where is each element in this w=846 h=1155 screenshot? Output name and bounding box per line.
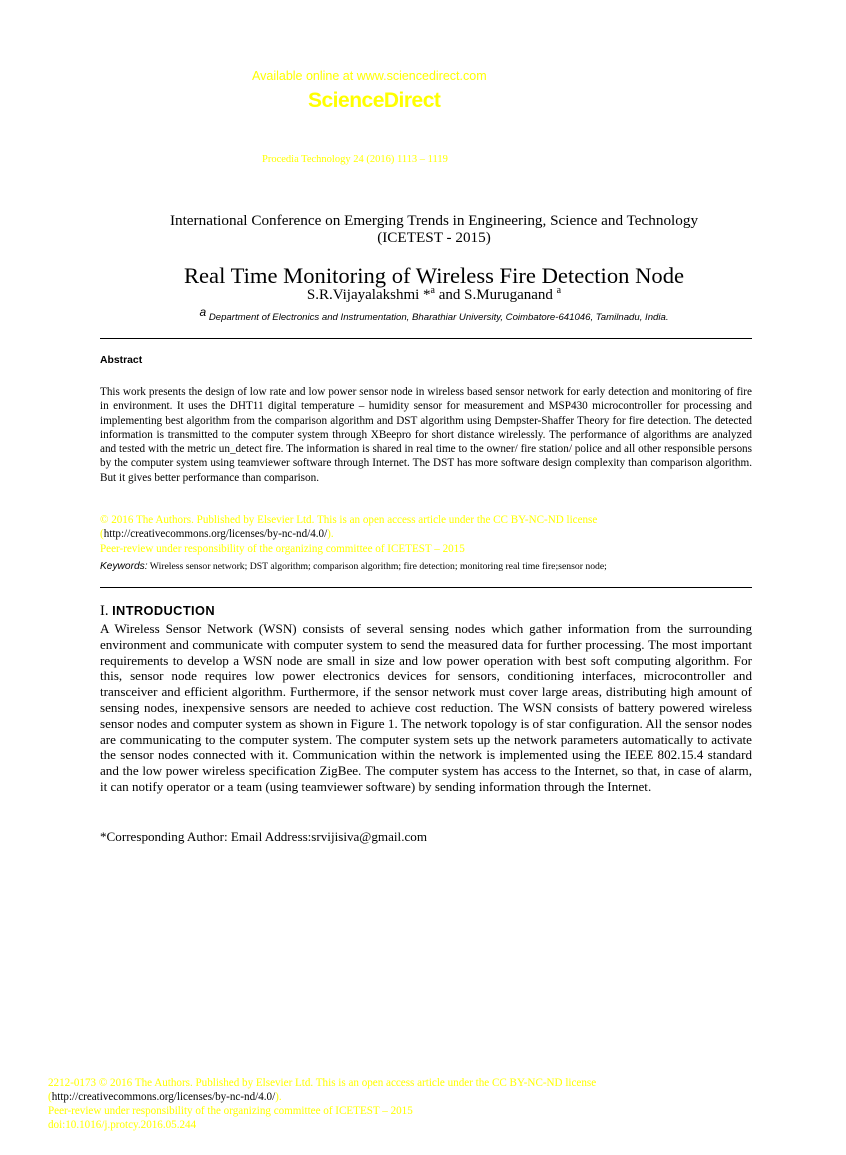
footer-license-link[interactable]: http://creativecommons.org/licenses/by-nc-nd/4.0/ <box>51 1091 276 1103</box>
affiliation <box>100 305 768 323</box>
paper-title: Real Time Monitoring of Wireless Fire Detection Node <box>183 263 685 288</box>
conference-name: International Conference on Emerging Trends in Engineering, Science and Technology <box>169 212 699 229</box>
divider-bottom <box>100 587 752 588</box>
footer-issn-license: 2212-0173 © 2016 The Authors. Published by Elsevier Ltd. This is an open access article under the CC BY-NC-ND license <box>48 1077 597 1089</box>
availability-notice: Available online at www.sciencedirect.com <box>252 69 487 83</box>
footer-block <box>48 1076 596 1132</box>
author-1: S.R.Vijayalakshmi * <box>306 287 431 303</box>
conference-acronym: (ICETEST - 2015) <box>377 229 491 246</box>
introduction-body: A Wireless Sensor Network (WSN) consists of several sensing nodes which gather information from the surrounding environment and communicate with computer system to send the measured data for further processing. The most important requirements to develop a WSN node are small in size and low power operation with best soft computing algorithm. For this, sensor node requires low power electronics devices for sensors, conditioning interfaces, microcontroller and transceiver and efficient algorithm. Furthermore, if the sensor network must cover large areas, distributing high amount of sensing nodes, inexpensive sensors are needed to achieve cost reduction. The WSN consists of battery powered wireless sensor nodes and computer system as shown in Figure 1. The network topology is of star configuration. All the sensor nodes are communicating to the computer system. The computer system sets up the network parameters automatically to activate the sensor nodes connected with it. Communication within the network is implemented using the IEEE 802.15.4 standard and the low power wireless specification ZigBee. The computer system has access to the Internet, so that, in case of alarm, it can notify operator or a team (using teamviewer software) by sending information through the Internet. <box>100 621 752 794</box>
license-url-line: (http://creativecommons.org/licenses/by-nc-nd/4.0/). <box>100 528 334 541</box>
abstract-body: This work presents the design of low rate and low power sensor node in wireless based sensor network for early detection and monitoring of fire in environment. It uses the DHT11 digital temperature – humidity sensor for measurement and MSP430 microcontroller for processing and implementing best algorithm from the comparison algorithm and DST algorithm using Dempster-Shaffer Theory for fire detection. The detected information is transmitted to the computer system through XBeepro for short distance wirelessly. The performance of algorithms are analyzed and tested with the metric un_detect fire. The information is shared in real time to the owner/ fire station/ police and all other responsible persons by the computer system using teamviewer software through Internet. The DST has more software design complexity than comparison algorithm. But it gives better performance than comparison. <box>100 386 752 484</box>
author-list <box>100 285 768 304</box>
section-numeral: I. <box>100 603 113 619</box>
section-title: INTRODUCTION <box>112 603 215 618</box>
corresponding-author: *Corresponding Author: Email Address:srvijisiva@gmail.com <box>100 829 428 844</box>
affiliation-text: Department of Electronics and Instrumentation, Bharathiar University, Coimbatore-641046, Tamilnadu, India. <box>206 312 669 324</box>
author-2-affil-marker: a <box>556 285 562 296</box>
footer-doi[interactable]: doi:10.1016/j.protcy.2016.05.244 <box>48 1119 197 1131</box>
journal-reference: Procedia Technology 24 (2016) 1113 – 1119 <box>262 154 448 165</box>
affiliation-marker: a <box>199 305 207 319</box>
author-2: S.Muruganand <box>464 287 557 303</box>
license-link[interactable]: http://creativecommons.org/licenses/by-nc-nd/4.0/ <box>103 528 328 541</box>
author-1-affil-marker: a <box>430 285 435 296</box>
footer-peer-review: Peer-review under responsibility of the organizing committee of ICETEST – 2015 <box>48 1105 413 1117</box>
abstract-heading: Abstract <box>100 355 143 366</box>
peer-review-statement: Peer-review under responsibility of the organizing committee of ICETEST – 2015 <box>100 542 465 555</box>
keywords-text: Wireless sensor network; DST algorithm; comparison algorithm; fire detection; monitoring real time fire;sensor node; <box>147 561 607 572</box>
footer-url-line: (http://creativecommons.org/licenses/by-nc-nd/4.0/). <box>48 1091 282 1103</box>
sciencedirect-logo: ScienceDirect <box>308 89 441 112</box>
license-block <box>100 513 597 556</box>
keywords <box>100 561 607 572</box>
divider-top <box>100 338 752 339</box>
author-conjunction: and <box>435 287 465 303</box>
license-statement: © 2016 The Authors. Published by Elsevier Ltd. This is an open access article under the CC BY-NC-ND license <box>100 514 598 526</box>
keywords-label: Keywords: <box>100 561 148 572</box>
section-heading-introduction <box>100 603 215 620</box>
